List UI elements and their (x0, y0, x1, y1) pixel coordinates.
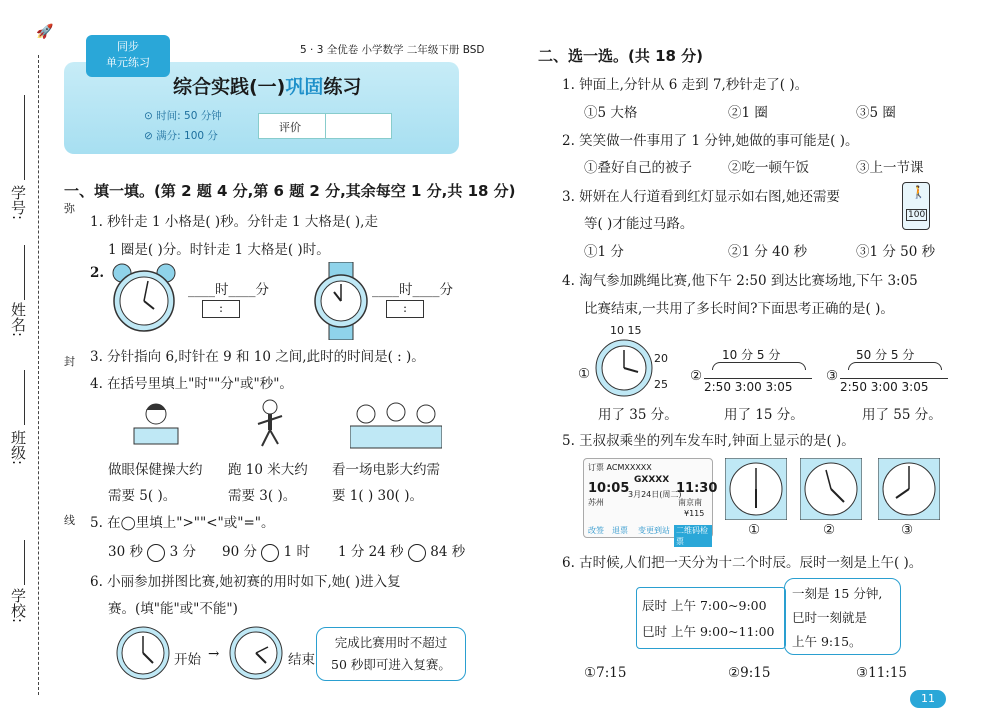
r2: 2. 笑笑做一件事用了 1 分钟,她做的事可能是( )。 (562, 133, 859, 149)
r3-line1: 3. 妍妍在人行道看到红灯显示如右图,她还需要 (562, 189, 840, 205)
q4-b-line2: 需要 3( )。 (228, 488, 297, 504)
class-line (24, 370, 25, 425)
q4-c-line2: 要 1( ) 30( )。 (332, 488, 423, 504)
q5-c-left: 1 分 24 秒 (338, 544, 404, 560)
q5-c (338, 540, 465, 562)
r4-c-top: 50 分 5 分 (856, 348, 915, 362)
r4-marker-1: ① (578, 366, 591, 382)
r4-b-bottom: 2:50 3:00 3:05 (704, 380, 793, 394)
q4-b-line1: 跑 10 米大约 (228, 462, 308, 478)
train-ticket-image (583, 458, 718, 546)
ticket-date: 3月24日(周二) (628, 490, 682, 499)
r4-b-arc (712, 362, 806, 370)
r4-c-axis (840, 378, 948, 379)
q2-fill-a: ____时____分 (188, 282, 269, 298)
id-line (24, 95, 25, 180)
r5-opt-3[interactable]: ③ (901, 522, 914, 538)
name-line (24, 245, 25, 300)
r5-opt-2[interactable]: ② (823, 522, 836, 538)
seal-word-2: 封 (64, 355, 75, 368)
arrow-right-icon: → (208, 646, 220, 662)
q6-start-label: 开始 (174, 652, 201, 668)
r3-opt-2[interactable]: ②1 分 40 秒 (728, 244, 808, 260)
eye-exercise-image (128, 398, 184, 448)
full-score-text: 满分: 100 分 (156, 130, 218, 142)
seal-word-3: 线 (64, 514, 75, 527)
traffic-light-image (902, 182, 930, 230)
eval-box[interactable] (258, 113, 392, 139)
eval-label: 评价 (279, 121, 301, 134)
r5-clock-2[interactable] (800, 458, 862, 520)
ticket-from: 苏州 (588, 498, 604, 507)
ticket-top: 订票 ACMXXXXX (588, 463, 652, 472)
traffic-countdown: 100 (908, 210, 926, 220)
alarm-clock-image (108, 263, 180, 335)
tag-line-2: 单元练习 (106, 56, 150, 69)
r4-clock-num-20: 20 (654, 352, 668, 365)
q5-c-right: 84 秒 (430, 544, 466, 560)
eval-divider (325, 114, 326, 138)
seal-word-1: 弥 (64, 202, 75, 215)
r4-clock-num-25: 25 (654, 378, 668, 391)
q4-a-line2: 需要 5( )。 (108, 488, 177, 504)
q6-note-line2: 50 秒即可进入复赛。 (331, 657, 451, 672)
r3-line2: 等( )才能过马路。 (584, 216, 694, 232)
q2-digital-a: : (202, 300, 240, 318)
compare-circle-2[interactable] (261, 544, 279, 562)
q4-c-line1: 看一场电影大约需 (332, 462, 440, 478)
q1-line1: 1. 秒针走 1 小格是( )秒。分针走 1 大格是( ),走 (90, 214, 378, 230)
running-child-image (250, 398, 290, 450)
q5-b (222, 540, 310, 562)
r4-marker-2: ② (690, 368, 703, 384)
rocket-icon: 🚀 (36, 24, 54, 40)
class-label: 班级: (9, 430, 27, 466)
id-label: 学号: (9, 185, 27, 221)
ticket-depart: 10:05 (588, 481, 630, 496)
r4-opt-2-text[interactable]: 用了 15 分。 (724, 407, 804, 423)
school-label: 学校: (9, 588, 27, 624)
end-clock-image (228, 625, 284, 681)
r4-line1: 4. 淘气参加跳绳比赛,他下午 2:50 到达比赛场地,下午 3:05 (562, 273, 918, 289)
clock-small-icon: ⊙ (144, 110, 157, 122)
section-2-title: 二、选一选。(共 18 分) (538, 47, 704, 65)
binding-dashed-line (38, 55, 39, 695)
ticket-train: GXXXX (634, 475, 670, 485)
ticket-btn-change[interactable]: 改签 (588, 526, 604, 535)
shichen-line-2: 巳时 上午 9:00~11:00 (642, 624, 775, 639)
time-text: 时间: 50 分钟 (156, 110, 222, 122)
pedestrian-icon: 🚶 (911, 185, 926, 199)
name-label: 姓名: (9, 302, 27, 338)
r1-opt-1[interactable]: ①5 大格 (584, 105, 638, 121)
r4-clock-image (594, 338, 654, 398)
r4-c-bottom: 2:50 3:00 3:05 (840, 380, 929, 394)
ticket-btn-refund[interactable]: 退票 (612, 526, 628, 535)
r4-clock-nums-top: 10 15 (610, 324, 642, 337)
shichen-line-1: 辰时 上午 7:00~9:00 (642, 598, 767, 613)
q6-rule-note (316, 627, 466, 681)
start-clock-image (115, 625, 171, 681)
q5: 5. 在◯里填上">""<"或"="。 (90, 515, 275, 531)
unit-tag (86, 35, 170, 77)
r3-opt-1[interactable]: ①1 分 (584, 244, 624, 260)
section-1-title: 一、填一填。(第 2 题 4 分,第 6 题 2 分,其余每空 1 分,共 18 分) (64, 182, 516, 200)
ke-note-line3: 上午 9:15。 (792, 634, 862, 649)
r4-line2: 比赛结束,一共用了多长时间?下面思考正确的是( )。 (584, 301, 894, 317)
ticket-to: 南京南 (678, 498, 702, 507)
r4-b-top: 10 分 5 分 (722, 348, 781, 362)
r1-opt-3[interactable]: ③5 圈 (856, 105, 896, 121)
page-title (173, 72, 361, 99)
movie-audience-image (350, 398, 442, 450)
r5-clock-3[interactable] (878, 458, 940, 520)
ticket-btn-qr[interactable]: 二维码检票 (674, 525, 712, 547)
r4-opt-3-text[interactable]: 用了 55 分。 (862, 407, 942, 423)
q6-note-line1: 完成比赛用时不超过 (334, 635, 448, 650)
school-line (24, 540, 25, 585)
q5-b-left: 90 分 (222, 544, 257, 560)
time-info (144, 108, 222, 123)
r2-opt-1[interactable]: ①叠好自己的被子 (584, 160, 692, 176)
check-small-icon: ⊘ (144, 130, 157, 142)
r4-opt-1-text[interactable]: 用了 35 分。 (598, 407, 678, 423)
q5-a (108, 540, 196, 562)
q6-end-label: 结束 (288, 652, 315, 668)
q3: 3. 分针指向 6,时针在 9 和 10 之间,此时的时间是( : )。 (90, 349, 425, 365)
q2-digital-b: : (386, 300, 424, 318)
r6: 6. 古时候,人们把一天分为十二个时辰。辰时一刻是上午( )。 (562, 555, 923, 571)
q5-a-left: 30 秒 (108, 544, 143, 560)
r4-marker-3: ③ (826, 368, 839, 384)
r5: 5. 王叔叔乘坐的列车发车时,钟面上显示的是( )。 (562, 433, 855, 449)
title-part-c: 练习 (323, 76, 362, 98)
r5-clock-1[interactable] (725, 458, 787, 520)
r4-b-axis (704, 378, 812, 379)
r3-opt-3[interactable]: ③1 分 50 秒 (856, 244, 936, 260)
page-number: 11 (910, 690, 946, 708)
wristwatch-image (312, 262, 370, 340)
compare-circle-3[interactable] (408, 544, 426, 562)
score-info (144, 128, 218, 143)
ticket-price: ¥115 (684, 509, 705, 518)
r2-opt-3[interactable]: ③上一节课 (856, 160, 924, 176)
ke-note-line2: 巳时一刻就是 (792, 610, 868, 625)
q1-line2: 1 圈是( )分。时针走 1 大格是( )时。 (108, 242, 330, 258)
r6-opt-2[interactable]: ②9:15 (728, 665, 771, 681)
q5-b-right: 1 时 (283, 544, 310, 560)
q4: 4. 在括号里填上"时""分"或"秒"。 (90, 376, 293, 392)
r1-opt-2[interactable]: ②1 圈 (728, 105, 768, 121)
compare-circle-1[interactable] (147, 544, 165, 562)
q2-number: 2. (90, 265, 105, 281)
title-part-a: 综合实践(一) (173, 76, 286, 98)
ticket-btn-station[interactable]: 变更到站 (638, 526, 670, 535)
q4-a-line1: 做眼保健操大约 (108, 462, 203, 478)
q2-fill-b: ____时____分 (372, 282, 453, 298)
r6-opt-1[interactable]: ①7:15 (584, 665, 627, 681)
tag-line-1: 同步 (117, 40, 139, 53)
ke-note-line1: 一刻是 15 分钟, (792, 586, 883, 601)
r2-opt-2[interactable]: ②吃一顿午饭 (728, 160, 809, 176)
r1: 1. 钟面上,分针从 6 走到 7,秒针走了( )。 (562, 77, 809, 93)
q6-line2: 赛。(填"能"或"不能") (108, 601, 238, 617)
r6-opt-3[interactable]: ③11:15 (856, 665, 908, 681)
ticket-arrive: 11:30 (676, 481, 718, 496)
title-part-b: 巩固 (285, 76, 324, 98)
r5-opt-1[interactable]: ① (748, 522, 761, 538)
r4-c-arc (848, 362, 942, 370)
q6-line1: 6. 小丽参加拼图比赛,她初赛的用时如下,她( )进入复 (90, 574, 401, 590)
q5-a-right: 3 分 (169, 544, 196, 560)
book-series-header: 5 · 3 全优卷 小学数学 二年级下册 BSD (300, 44, 485, 56)
